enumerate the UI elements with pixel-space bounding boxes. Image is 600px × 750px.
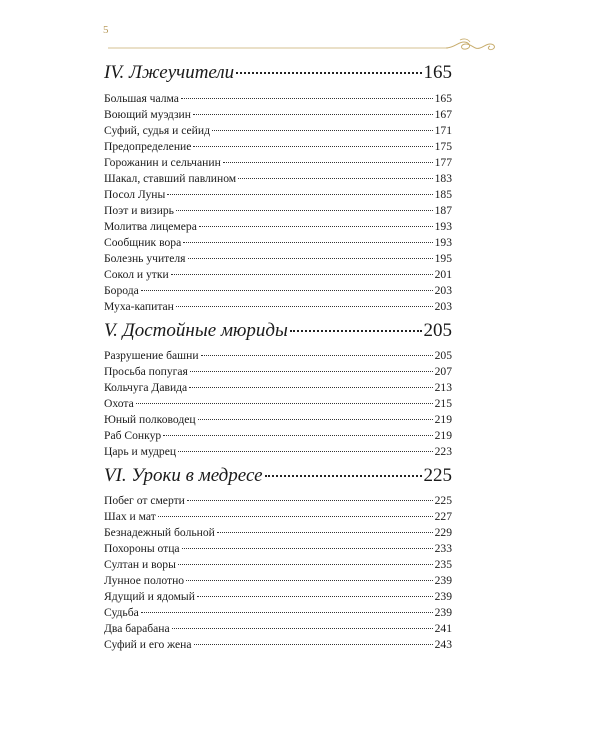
entry-title: Воющий муэдзин <box>104 108 191 121</box>
toc-entry <box>104 204 452 218</box>
entry-title: Суфий и его жена <box>104 638 192 651</box>
section-page-number: 225 <box>423 465 452 486</box>
toc-entry <box>104 252 452 266</box>
toc-entry <box>104 365 452 379</box>
entry-page-number: 225 <box>434 494 452 507</box>
entry-title: Юный полководец <box>104 413 196 426</box>
dot-leader <box>136 403 433 404</box>
entry-title: Охота <box>104 397 134 410</box>
dot-leader <box>176 306 433 307</box>
entry-title: Побег от смерти <box>104 494 185 507</box>
toc-entry <box>104 300 452 314</box>
toc-entry <box>104 622 452 636</box>
page-header <box>0 0 600 60</box>
entry-page-number: 241 <box>434 622 452 635</box>
entry-page-number: 203 <box>434 300 452 313</box>
toc-entry <box>104 397 452 411</box>
entry-title: Сокол и утки <box>104 268 169 281</box>
toc-entry <box>104 429 452 443</box>
dot-leader <box>187 500 433 501</box>
entry-page-number: 165 <box>434 92 452 105</box>
toc-entry <box>104 140 452 154</box>
entry-title: Шакал, ставший павлином <box>104 172 237 185</box>
dot-leader <box>141 612 433 613</box>
entry-title: Муха-капитан <box>104 300 174 313</box>
entry-title: Похороны отца <box>104 542 180 555</box>
entry-title: Ядущий и ядомый <box>104 590 195 603</box>
dot-leader <box>193 146 432 147</box>
dot-leader <box>189 387 432 388</box>
dot-leader <box>158 516 433 517</box>
entry-page-number: 229 <box>434 526 452 539</box>
dot-leader <box>141 290 433 291</box>
toc-entry <box>104 494 452 508</box>
toc-entry <box>104 381 452 395</box>
section-page-number: 165 <box>423 62 452 83</box>
entry-title: Большая чалма <box>104 92 179 105</box>
toc-entry <box>104 558 452 572</box>
dot-leader <box>236 72 421 74</box>
toc-entry <box>104 638 452 652</box>
dot-leader <box>188 258 433 259</box>
section-title: IV. Лжеучители <box>104 62 235 83</box>
dot-leader <box>178 564 433 565</box>
dot-leader <box>182 548 433 549</box>
entry-title: Султан и воры <box>104 558 176 571</box>
entry-title: Лунное полотно <box>104 574 185 587</box>
entry-title: Сообщник вора <box>104 236 182 249</box>
entry-page-number: 223 <box>434 445 452 458</box>
toc-entry <box>104 510 452 524</box>
entry-page-number: 183 <box>434 172 452 185</box>
section-page-number: 205 <box>423 320 452 341</box>
entry-page-number: 219 <box>434 413 452 426</box>
toc-entry <box>104 108 452 122</box>
entry-page-number: 177 <box>434 156 452 169</box>
toc-entry <box>104 284 452 298</box>
dot-leader <box>181 98 433 99</box>
entry-title: Разрушение башни <box>104 349 199 362</box>
dot-leader <box>193 114 433 115</box>
entry-title: Судьба <box>104 606 139 619</box>
entry-title: Раб Сонкур <box>104 429 162 442</box>
entry-title: Предопределение <box>104 140 192 153</box>
section-heading <box>104 465 452 487</box>
toc-entry <box>104 92 452 106</box>
toc-entry <box>104 526 452 540</box>
dot-leader <box>198 419 433 420</box>
dot-leader <box>172 628 433 629</box>
entry-page-number: 239 <box>434 574 452 587</box>
entry-page-number: 207 <box>434 365 452 378</box>
entry-page-number: 185 <box>434 188 452 201</box>
toc-entry <box>104 445 452 459</box>
dot-leader <box>238 178 432 179</box>
decorative-rule-ornament-icon <box>108 36 498 54</box>
dot-leader <box>167 194 432 195</box>
dot-leader <box>201 355 433 356</box>
dot-leader <box>197 596 433 597</box>
dot-leader <box>171 274 433 275</box>
section-title: VI. Уроки в медресе <box>104 465 263 486</box>
toc-entry <box>104 413 452 427</box>
toc-entry <box>104 172 452 186</box>
entry-page-number: 239 <box>434 606 452 619</box>
entry-title: Болезнь учителя <box>104 252 186 265</box>
dot-leader <box>190 371 433 372</box>
entry-page-number: 203 <box>434 284 452 297</box>
entry-page-number: 227 <box>434 510 452 523</box>
dot-leader <box>290 330 422 332</box>
dot-leader <box>199 226 433 227</box>
entry-title: Суфий, судья и сейид <box>104 124 210 137</box>
entry-page-number: 243 <box>434 638 452 651</box>
entry-title: Поэт и визирь <box>104 204 174 217</box>
entry-title: Молитва лицемера <box>104 220 197 233</box>
entry-page-number: 239 <box>434 590 452 603</box>
entry-page-number: 187 <box>434 204 452 217</box>
dot-leader <box>265 475 422 477</box>
entry-title: Посол Луны <box>104 188 166 201</box>
toc-entry <box>104 349 452 363</box>
dot-leader <box>178 451 433 452</box>
section-title: V. Достойные мюриды <box>104 320 288 341</box>
dot-leader <box>163 435 432 436</box>
dot-leader <box>223 162 433 163</box>
entry-title: Борода <box>104 284 139 297</box>
entry-title: Безнадежный больной <box>104 526 215 539</box>
entry-page-number: 235 <box>434 558 452 571</box>
toc-entry <box>104 188 452 202</box>
dot-leader <box>183 242 432 243</box>
dot-leader <box>176 210 433 211</box>
entry-page-number: 233 <box>434 542 452 555</box>
dot-leader <box>186 580 433 581</box>
entry-title: Горожанин и сельчанин <box>104 156 221 169</box>
dot-leader <box>217 532 433 533</box>
section-heading <box>104 62 452 84</box>
entry-title: Два барабана <box>104 622 170 635</box>
dot-leader <box>194 644 433 645</box>
entry-title: Шах и мат <box>104 510 156 523</box>
page-number: 5 <box>103 24 109 36</box>
toc-entry <box>104 220 452 234</box>
entry-page-number: 213 <box>434 381 452 394</box>
toc-entry <box>104 542 452 556</box>
entry-page-number: 193 <box>434 220 452 233</box>
entry-page-number: 201 <box>434 268 452 281</box>
toc-entry <box>104 590 452 604</box>
entry-page-number: 195 <box>434 252 452 265</box>
entry-page-number: 171 <box>434 124 452 137</box>
toc-entry <box>104 236 452 250</box>
entry-page-number: 215 <box>434 397 452 410</box>
entry-page-number: 193 <box>434 236 452 249</box>
toc-entry <box>104 124 452 138</box>
toc-entry <box>104 574 452 588</box>
toc-entry <box>104 606 452 620</box>
entry-title: Царь и мудрец <box>104 445 177 458</box>
entry-page-number: 175 <box>434 140 452 153</box>
dot-leader <box>212 130 433 131</box>
entry-page-number: 219 <box>434 429 452 442</box>
entry-title: Кольчуга Давида <box>104 381 188 394</box>
entry-title: Просьба попугая <box>104 365 188 378</box>
entry-page-number: 205 <box>434 349 452 362</box>
section-heading <box>104 320 452 342</box>
entry-page-number: 167 <box>434 108 452 121</box>
toc-entry <box>104 156 452 170</box>
toc-entry <box>104 268 452 282</box>
